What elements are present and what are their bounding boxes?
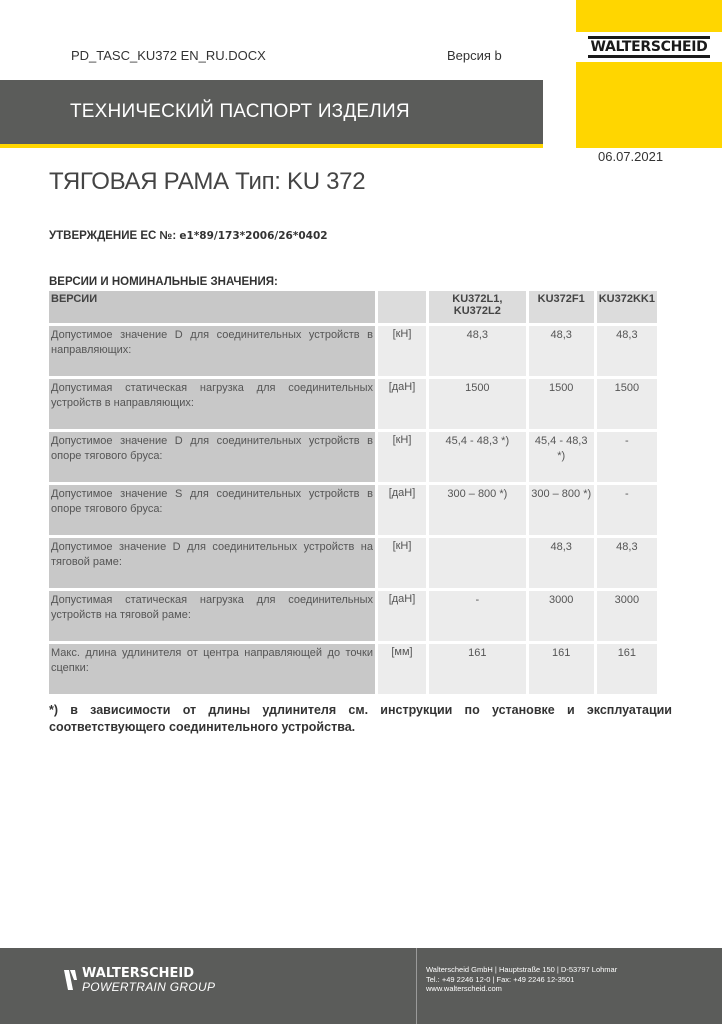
row-description: Допустимая статическая нагрузка для соединительных устройств на тяговой раме:	[49, 591, 375, 641]
row-unit: [даН]	[378, 379, 426, 429]
table-header-row	[49, 291, 657, 323]
row-value-ku372kk1: 3000	[597, 591, 657, 641]
approval-number	[49, 230, 328, 242]
footer-website-link[interactable]: www.walterscheid.com	[426, 984, 502, 993]
footer-logo	[62, 966, 215, 994]
row-unit: [мм]	[378, 644, 426, 694]
walterscheid-mark-icon	[62, 966, 78, 994]
row-value-ku372f1: 48,3	[529, 326, 594, 376]
row-value-ku372kk1: 161	[597, 644, 657, 694]
header-ku372kk1: KU372KK1	[597, 291, 657, 323]
row-value-ku372l: 45,4 - 48,3 *)	[429, 432, 526, 482]
footer-divider	[416, 948, 417, 1024]
row-description: Допустимая статическая нагрузка для соединительных устройств в направляющих:	[49, 379, 375, 429]
title-bar	[0, 80, 543, 148]
row-description: Допустимое значение D для соединительных устройств в направляющих:	[49, 326, 375, 376]
brand-accent-block	[576, 0, 722, 148]
table-row	[49, 485, 657, 535]
walterscheid-logo	[576, 32, 722, 62]
row-description: Макс. длина удлинителя от центра направляющей до точки сцепки:	[49, 644, 375, 694]
table-row	[49, 538, 657, 588]
row-value-ku372kk1: 48,3	[597, 538, 657, 588]
row-description: Допустимое значение D для соединительных устройств на тяговой раме:	[49, 538, 375, 588]
row-value-ku372f1: 48,3	[529, 538, 594, 588]
row-value-ku372f1: 1500	[529, 379, 594, 429]
footer-contact	[426, 965, 617, 994]
approval-value: e1*89/173*2006/26*0402	[179, 230, 328, 242]
row-unit: [кН]	[378, 538, 426, 588]
row-value-ku372l	[429, 538, 526, 588]
document-date: 06.07.2021	[598, 149, 664, 164]
row-description: Допустимое значение S для соединительных устройств в опоре тягового бруса:	[49, 485, 375, 535]
row-unit: [даН]	[378, 591, 426, 641]
row-value-ku372l: 48,3	[429, 326, 526, 376]
footer-phone: Tel.: +49 2246 12-0 | Fax: +49 2246 12-3501	[426, 974, 575, 984]
row-unit: [даН]	[378, 485, 426, 535]
specifications-table	[46, 288, 660, 697]
document-version: Версия b	[447, 48, 502, 63]
row-value-ku372f1: 161	[529, 644, 594, 694]
row-value-ku372f1: 300 – 800 *)	[529, 485, 594, 535]
row-unit: [кН]	[378, 432, 426, 482]
header-unit	[378, 291, 426, 323]
header-versions: ВЕРСИИ	[49, 291, 375, 323]
section-heading: ВЕРСИИ И НОМИНАЛЬНЫЕ ЗНАЧЕНИЯ:	[49, 276, 278, 288]
document-code: PD_TASC_KU372 EN_RU.DOCX	[71, 48, 266, 63]
header-ku372l: KU372L1, KU372L2	[429, 291, 526, 323]
row-description: Допустимое значение D для соединительных устройств в опоре тягового бруса:	[49, 432, 375, 482]
row-value-ku372l: 1500	[429, 379, 526, 429]
footer-address: Walterscheid GmbH | Hauptstraße 150 | D-53797 Lohmar	[426, 965, 618, 974]
document-type-title: ТЕХНИЧЕСКИЙ ПАСПОРТ ИЗДЕЛИЯ	[70, 101, 410, 122]
row-value-ku372l: 300 – 800 *)	[429, 485, 526, 535]
row-value-ku372f1: 45,4 - 48,3 *)	[529, 432, 594, 482]
row-value-ku372kk1: -	[597, 485, 657, 535]
row-value-ku372kk1: -	[597, 432, 657, 482]
footer-brand-sub: POWERTRAIN GROUP	[82, 979, 216, 994]
footer-brand: WALTERSCHEID	[82, 965, 194, 981]
row-value-ku372kk1: 1500	[597, 379, 657, 429]
table-row	[49, 432, 657, 482]
footnote: *) в зависимости от длины удлинителя см. инструкции по установке и эксплуатации соответствующего соединительного устройства.	[49, 703, 672, 734]
row-value-ku372l: -	[429, 591, 526, 641]
header-ku372f1: KU372F1	[529, 291, 594, 323]
table-row	[49, 379, 657, 429]
table-row	[49, 644, 657, 694]
table-row	[49, 326, 657, 376]
logo-text: WALTERSCHEID	[588, 36, 709, 58]
row-value-ku372kk1: 48,3	[597, 326, 657, 376]
page-footer	[0, 948, 722, 1024]
row-value-ku372f1: 3000	[529, 591, 594, 641]
approval-label: УТВЕРЖДЕНИЕ ЕС №:	[49, 230, 177, 242]
row-unit: [кН]	[378, 326, 426, 376]
table-row	[49, 591, 657, 641]
row-value-ku372l: 161	[429, 644, 526, 694]
product-title: ТЯГОВАЯ РАМА Тип: KU 372	[49, 168, 366, 195]
